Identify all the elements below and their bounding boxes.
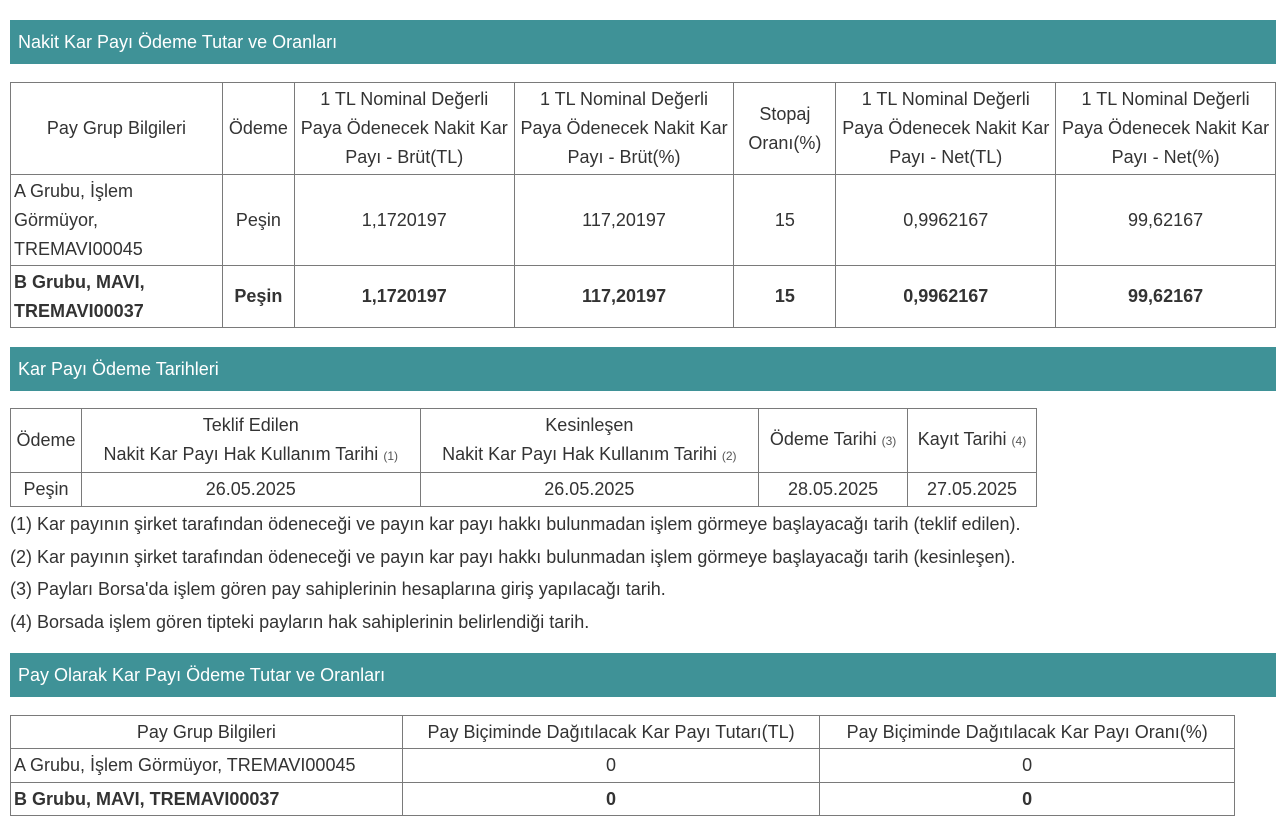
table-row [11,175,1276,266]
table-cell: Peşin [11,473,82,507]
footnote: (2) Kar payının şirket tarafından ödeneceği ve payın kar payı hakkı bulunmadan işlem görmeye başlayacağı tarih (kesinleşen). [10,546,1016,567]
table-row [11,749,1235,783]
header-cell: 1 TL Nominal Değerli Paya Ödenecek Nakit Kar Payı - Net(%) [1056,83,1276,175]
header-cell: Pay Biçiminde Dağıtılacak Kar Payı Oranı(%) [820,716,1235,749]
header-cell: 1 TL Nominal Değerli Paya Ödenecek Nakit Kar Payı - Net(TL) [836,83,1056,175]
header-cell [81,409,420,473]
table-cell: 26.05.2025 [81,473,420,507]
header-label: Kayıt Tarihi [917,429,1007,449]
section-header-cash: Nakit Kar Payı Ödeme Tutar ve Oranları [10,20,1276,64]
footnote: (1) Kar payının şirket tarafından ödeneceği ve payın kar payı hakkı bulunmadan işlem görmeye başlayacağı tarih (teklif edilen). [10,514,1021,534]
header-label: Nakit Kar Payı Hak Kullanım Tarihi [442,443,717,464]
table-cell: 0 [820,749,1235,783]
table-cell: 1,1720197 [294,266,514,328]
table-cell: 0,9962167 [836,175,1056,266]
header-cell: Ödeme [222,83,294,175]
cash-dividend-table [10,82,1276,328]
header-cell: Pay Grup Bilgileri [11,83,223,175]
footnote-ref: (1) [383,448,398,463]
table-header-row [11,716,1235,749]
table-row [11,473,1037,507]
table-cell: 117,20197 [514,175,734,266]
header-cell [420,409,759,473]
section-header-dates: Kar Payı Ödeme Tarihleri [10,347,1276,391]
table-cell: Peşin [222,266,294,328]
table-cell: 0 [402,783,820,816]
footnote: (3) Payları Borsa'da işlem gören pay sahiplerinin hesaplarına giriş yapılacağı tarih. [10,579,666,599]
header-label: Nakit Kar Payı Hak Kullanım Tarihi [103,443,379,464]
table-cell: 27.05.2025 [908,473,1037,507]
header-cell [759,409,908,473]
table-cell: 0,9962167 [836,266,1056,328]
stock-dividend-table [10,715,1235,816]
header-cell [908,409,1037,473]
table-cell: 0 [402,749,820,783]
table-cell: 15 [734,175,836,266]
table-cell: 26.05.2025 [420,473,759,507]
header-top-label: Teklif Edilen [202,414,299,435]
header-cell: Pay Grup Bilgileri [11,716,403,749]
table-cell: A Grubu, İşlem Görmüyor, TREMAVI00045 [11,175,223,266]
header-cell: Ödeme [11,409,82,473]
table-cell: 99,62167 [1056,175,1276,266]
footnote-ref: (2) [721,448,737,463]
header-cell: 1 TL Nominal Değerli Paya Ödenecek Nakit Kar Payı - Brüt(%) [514,83,734,175]
table-cell: 99,62167 [1056,266,1276,328]
table-header-row [11,83,1276,175]
header-cell: Pay Biçiminde Dağıtılacak Kar Payı Tutarı(TL) [402,716,820,749]
header-label: Ödeme Tarihi [769,429,877,449]
footnote: (4) Borsada işlem gören tipteki payların hak sahiplerinin belirlendiği tarih. [10,611,590,632]
table-cell: B Grubu, MAVI, TREMAVI00037 [11,783,403,816]
header-cell: Stopaj Oranı(%) [734,83,836,175]
table-cell: 0 [820,783,1235,816]
table-row [11,783,1235,816]
table-header-row [11,409,1037,473]
table-cell: 28.05.2025 [759,473,908,507]
table-cell: 1,1720197 [294,175,514,266]
table-cell: 15 [734,266,836,328]
header-top-label: Kesinleşen [545,414,634,435]
section-header-stock: Pay Olarak Kar Payı Ödeme Tutar ve Oranları [10,653,1276,697]
payment-dates-table [10,408,1037,507]
table-cell: B Grubu, MAVI, TREMAVI00037 [11,266,223,328]
table-cell: A Grubu, İşlem Görmüyor, TREMAVI00045 [11,749,403,783]
footnotes [10,512,1021,642]
table-row [11,266,1276,328]
footnote-ref: (3) [881,434,897,448]
footnote-ref: (4) [1011,434,1027,448]
header-cell: 1 TL Nominal Değerli Paya Ödenecek Nakit Kar Payı - Brüt(TL) [294,83,514,175]
table-cell: 117,20197 [514,266,734,328]
table-cell: Peşin [222,175,294,266]
